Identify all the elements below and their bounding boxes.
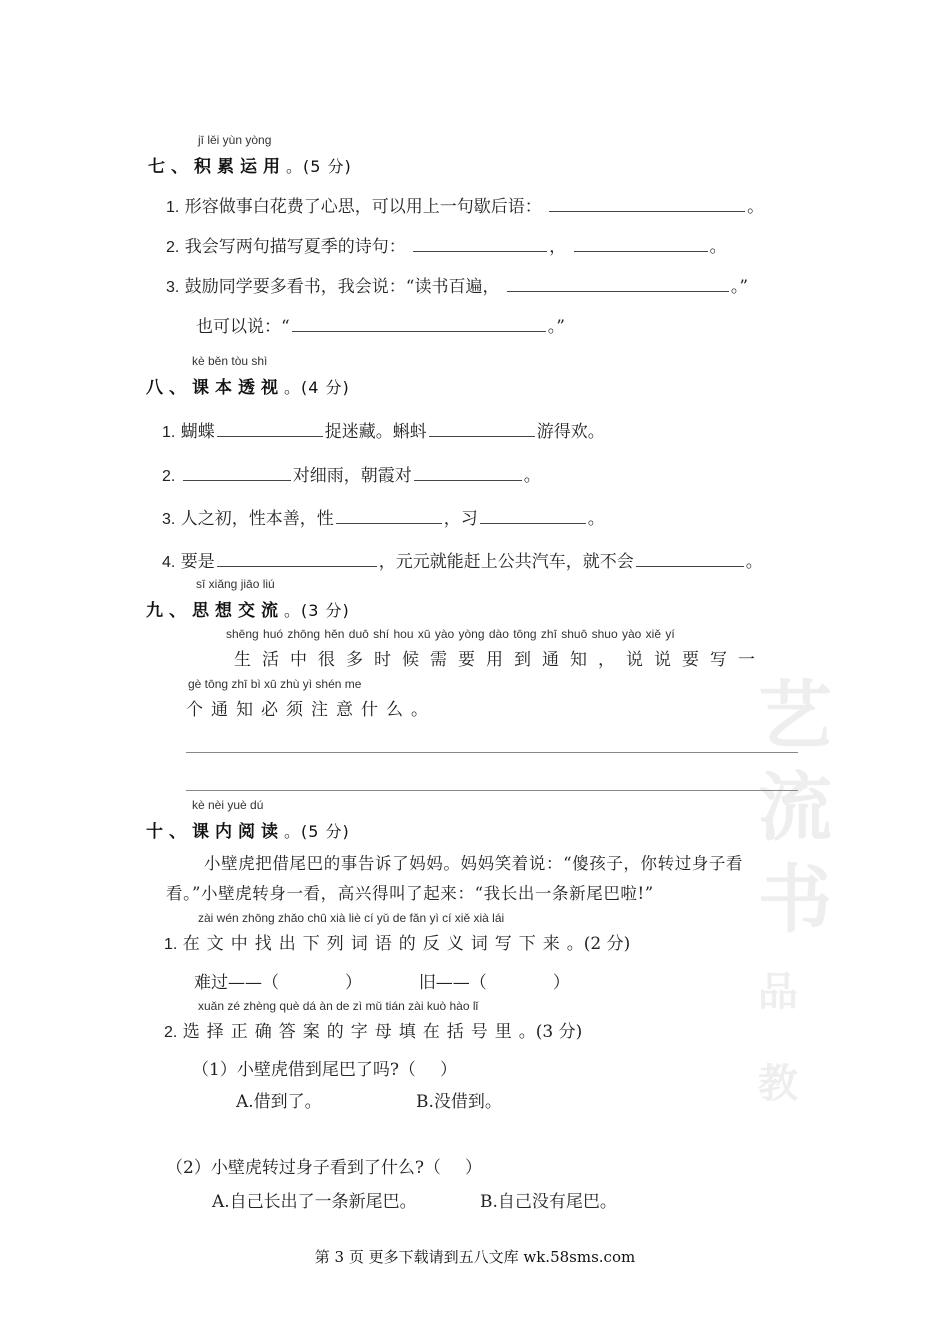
s8-q4-blank-2[interactable] bbox=[636, 550, 744, 567]
s7-q1-text: 形容做事白花费了心思，可以用上一句歇后语： bbox=[184, 197, 542, 217]
s7-q1-num: 1. bbox=[166, 199, 180, 216]
s9-line1-text: 生活中很多时候需要用到通知，说说要写一 bbox=[234, 650, 766, 670]
s10-q1 bbox=[164, 929, 630, 954]
watermark-char-4: 品教 bbox=[758, 968, 798, 1107]
s8-q3-blank-2[interactable] bbox=[480, 507, 586, 524]
s7-q1 bbox=[166, 192, 764, 217]
s7-q2-num: 2. bbox=[166, 239, 180, 256]
s8-q3-blank-1[interactable] bbox=[336, 507, 442, 524]
s9-score: 。(3 分) bbox=[284, 601, 350, 620]
s8-q4-num: 4. bbox=[162, 554, 176, 571]
s10-q1-pinyin: zài wén zhōng zhǎo chū xià liè cí yǔ de fǎn yì cí xiě xià lái bbox=[198, 911, 505, 925]
s7-q3 bbox=[166, 272, 748, 297]
s7-q3b-end: 。” bbox=[547, 317, 565, 337]
s10-q2-pinyin: xuǎn zé zhèng què dá àn de zì mǔ tián zài kuò hào lǐ bbox=[198, 999, 479, 1013]
s7-q1-end: 。 bbox=[747, 197, 765, 217]
s8-q2-blank-2[interactable] bbox=[414, 464, 522, 481]
s8-q1-a: 蝴蝶 bbox=[180, 422, 215, 442]
s10-q1-b-label: 旧——（ bbox=[418, 973, 487, 993]
s7-q2-blank-1[interactable] bbox=[413, 235, 547, 252]
watermark bbox=[758, 670, 832, 1130]
s7-q2-blank-2[interactable] bbox=[574, 235, 708, 252]
s8-q1 bbox=[162, 417, 605, 442]
s7-pinyin: jī lěi yùn yòng bbox=[198, 133, 272, 147]
s8-q3-b: ，习 bbox=[443, 509, 478, 529]
s10-sub2-option-a: A.自己长出了一条新尾巴。 bbox=[212, 1192, 417, 1212]
s8-q4 bbox=[162, 547, 763, 572]
s7-q3b bbox=[196, 312, 565, 337]
watermark-char-3: 书 bbox=[758, 857, 832, 943]
s8-q1-num: 1. bbox=[162, 424, 176, 441]
s8-q4-b: ，元元就能赶上公共汽车，就不会 bbox=[378, 552, 634, 572]
s7-q3b-text: 也可以说：“ bbox=[196, 317, 290, 337]
s8-title-text: 八、课本透视 bbox=[146, 378, 284, 398]
s10-sub1 bbox=[192, 1055, 457, 1080]
s8-q3-end: 。 bbox=[587, 509, 605, 529]
s10-q1-score: 。(2 分) bbox=[566, 934, 631, 954]
s8-q2-blank-1[interactable] bbox=[183, 464, 291, 481]
s10-title bbox=[146, 817, 350, 842]
s8-q2-num: 2. bbox=[162, 468, 176, 485]
s10-q2 bbox=[164, 1017, 582, 1042]
s10-sub2-end: ） bbox=[464, 1158, 482, 1178]
s8-score: 。(4 分) bbox=[284, 378, 350, 397]
s8-title bbox=[146, 373, 350, 398]
s9-line2-text: 个通知必须注意什么。 bbox=[186, 700, 436, 720]
s8-q3-a: 人之初，性本善，性 bbox=[180, 509, 334, 529]
s8-q1-c: 游得欢。 bbox=[536, 422, 605, 442]
s10-sub1-option-a: A.借到了。 bbox=[236, 1092, 322, 1112]
watermark-char-1: 艺 bbox=[758, 673, 832, 759]
s8-q4-end: 。 bbox=[745, 552, 763, 572]
s7-q3-end: 。” bbox=[730, 277, 749, 297]
s10-score: 。(5 分) bbox=[284, 822, 350, 841]
s10-passage-line-2: 看。”小壁虎转身一看，高兴得叫了起来：“我长出一条新尾巴啦!” bbox=[166, 884, 654, 903]
watermark-char-2: 流 bbox=[758, 765, 832, 851]
s8-q2 bbox=[162, 461, 541, 486]
s10-sub1-end: ） bbox=[439, 1060, 457, 1080]
s10-q1-text: 在文中找出下列词语的反义词写下来 bbox=[182, 934, 567, 954]
s10-q2-num: 2. bbox=[164, 1024, 178, 1041]
s10-q1-a-end: ） bbox=[345, 973, 362, 993]
s8-q3-num: 3. bbox=[162, 511, 176, 528]
s7-score: 。(5 分) bbox=[286, 157, 352, 176]
s10-sub1-option-b: B.没借到。 bbox=[416, 1092, 502, 1112]
s7-q2-comma: ， bbox=[549, 237, 567, 257]
s8-q1-b: 捉迷藏。蝌蚪 bbox=[324, 422, 427, 442]
s9-title-text: 九、思想交流 bbox=[146, 601, 284, 621]
s8-pinyin: kè běn tòu shì bbox=[192, 354, 268, 368]
s10-sub2-option-b: B.自己没有尾巴。 bbox=[480, 1192, 617, 1212]
s10-sub2 bbox=[166, 1153, 482, 1178]
s8-q3 bbox=[162, 504, 605, 529]
s10-q1-answers bbox=[194, 968, 570, 993]
s8-q1-blank-1[interactable] bbox=[217, 420, 323, 437]
s8-q2-a: 对细雨，朝霞对 bbox=[292, 466, 412, 486]
s7-title bbox=[148, 152, 352, 177]
s9-answer-line-2[interactable] bbox=[186, 790, 798, 791]
s8-q1-blank-2[interactable] bbox=[429, 420, 535, 437]
s10-pinyin: kè nèi yuè dú bbox=[192, 798, 264, 812]
s9-line1-pinyin: shēng huó zhōng hěn duō shí hou xū yào yòng dào tōng zhī shuō shuo yào xiě yí bbox=[226, 627, 675, 641]
s8-q2-end: 。 bbox=[523, 466, 541, 486]
s10-q1-a-label: 难过——（ bbox=[194, 973, 279, 993]
s7-title-text: 七、积累运用 bbox=[148, 157, 286, 177]
s7-q3-num: 3. bbox=[166, 279, 180, 296]
s10-sub1-text: （1）小壁虎借到尾巴了吗?（ bbox=[192, 1060, 416, 1080]
s7-q3-blank[interactable] bbox=[507, 275, 729, 292]
s9-line2-pinyin: gè tōng zhī bì xū zhù yì shén me bbox=[188, 677, 362, 691]
s7-q2 bbox=[166, 232, 727, 257]
s7-q2-end: 。 bbox=[709, 237, 727, 257]
s9-pinyin: sī xiǎng jiāo liú bbox=[196, 577, 275, 591]
s10-q1-num: 1. bbox=[164, 936, 178, 953]
s7-q1-blank[interactable] bbox=[549, 195, 745, 212]
s7-q3b-blank[interactable] bbox=[292, 315, 546, 332]
s10-q2-score: 。(3 分) bbox=[518, 1022, 583, 1042]
s10-q2-text: 选择正确答案的字母填在括号里 bbox=[182, 1022, 519, 1042]
s10-sub2-text: （2）小壁虎转过身子看到了什么?（ bbox=[166, 1158, 441, 1178]
s10-passage-line-1: 小壁虎把借尾巴的事告诉了妈妈。妈妈笑着说：“傻孩子，你转过身子看 bbox=[204, 854, 744, 873]
s8-q4-a: 要是 bbox=[180, 552, 215, 572]
s7-q3-text: 鼓励同学要多看书，我会说：“读书百遍， bbox=[184, 277, 500, 297]
s9-answer-line-1[interactable] bbox=[186, 752, 798, 753]
s10-q1-b-end: ） bbox=[552, 973, 570, 993]
page-footer: 第 3 页 更多下载请到五八文库 wk.58sms.com bbox=[314, 1248, 636, 1266]
s7-q2-text: 我会写两句描写夏季的诗句： bbox=[184, 237, 406, 257]
s10-title-text: 十、课内阅读 bbox=[146, 822, 284, 842]
s8-q4-blank-1[interactable] bbox=[217, 550, 377, 567]
s9-title bbox=[146, 596, 350, 621]
